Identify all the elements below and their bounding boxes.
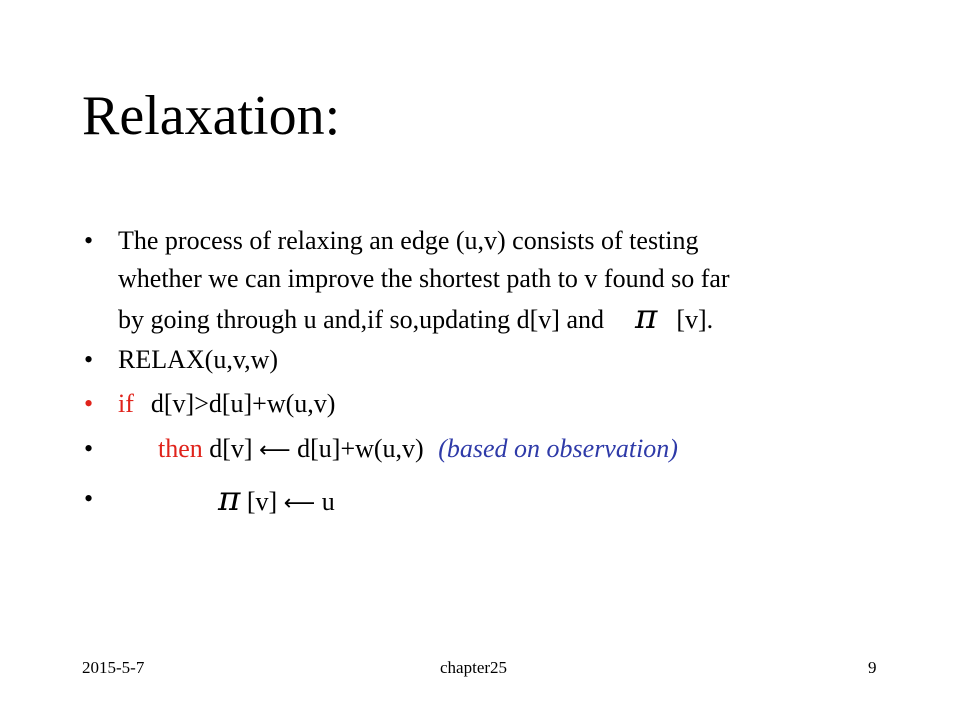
if-line [118, 385, 335, 423]
pi-assign-rhs: u [321, 487, 335, 516]
then-keyword: then [158, 434, 203, 463]
slide-title: Relaxation: [82, 85, 341, 147]
bullet-dot: • [84, 434, 94, 463]
definition-line-3 [118, 298, 730, 339]
footer-date: 2015-5-7 [82, 658, 145, 677]
definition-line-3-text: by going through u and,if so,updating d[v] and [118, 305, 604, 334]
bullet-text [118, 222, 730, 339]
pi-assign-line [218, 480, 335, 523]
then-lhs: d[v] [209, 434, 253, 463]
definition-line-1: The process of relaxing an edge (u,v) consists of testing [118, 226, 699, 255]
pi-symbol: π [218, 479, 241, 519]
observation-note: (based on observation) [438, 434, 678, 463]
pi-assign-lhs: [v] [246, 487, 278, 516]
if-keyword: if [118, 389, 134, 418]
if-condition: d[v]>d[u]+w(u,v) [150, 389, 336, 418]
definition-line-2: whether we can improve the shortest path to v found so far [118, 264, 730, 293]
bullet-dot: • [84, 345, 94, 374]
pi-symbol: π [635, 297, 658, 337]
bullet-dot: • [84, 226, 94, 255]
pi-index-text: [v]. [676, 305, 714, 334]
bullet-dot: • [84, 484, 94, 513]
bullet-dot: • [84, 389, 94, 418]
footer-page-number: 9 [868, 658, 877, 677]
then-line [158, 430, 678, 470]
left-arrow-icon: ⟵ [283, 491, 316, 516]
footer-chapter: chapter25 [440, 658, 508, 677]
relax-signature: RELAX(u,v,w) [118, 345, 279, 374]
left-arrow-icon: ⟵ [259, 438, 291, 463]
then-rhs: d[u]+w(u,v) [297, 434, 424, 463]
